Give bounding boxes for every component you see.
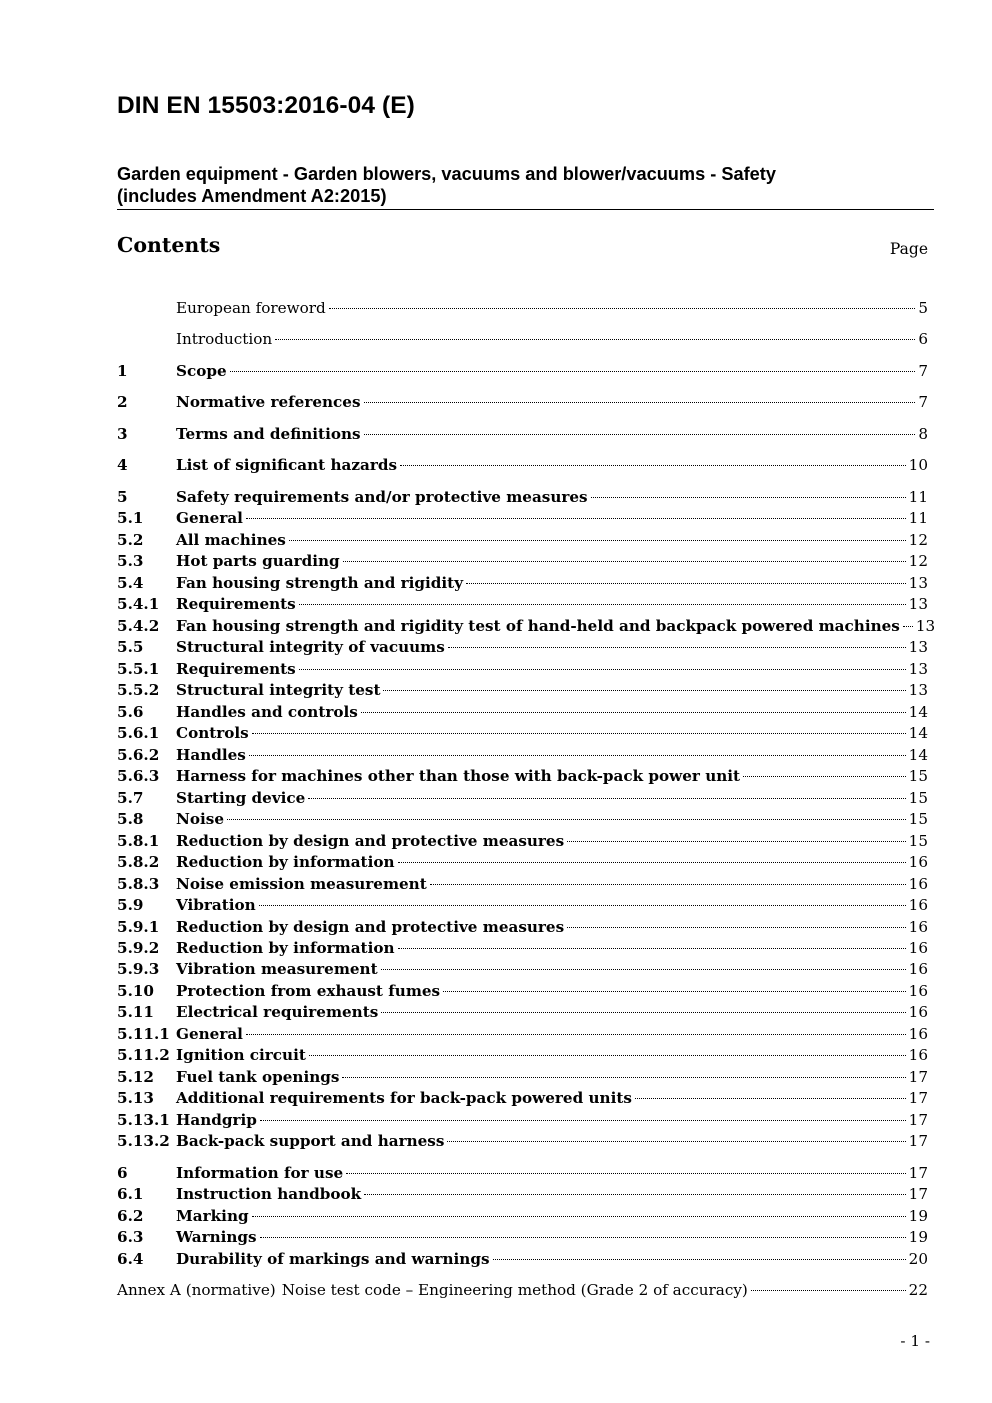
toc-entry-title: Reduction by design and protective measures (176, 918, 565, 936)
toc-dot-leader (246, 1033, 906, 1035)
toc-entry-title: Information for use (176, 1164, 344, 1182)
toc-entry-number: 5.6.1 (117, 724, 160, 742)
toc-entry-title: Electrical requirements (176, 1003, 379, 1021)
toc-entry-number: 2 (117, 393, 128, 411)
toc-entry[interactable] (117, 765, 928, 787)
toc-entry-page: 16 (908, 1025, 928, 1043)
toc-entry-page: 17 (908, 1164, 928, 1182)
toc-entry-title: Instruction handbook (176, 1185, 362, 1203)
toc-entry-title: Ignition circuit (176, 1046, 306, 1064)
toc-dot-leader (635, 1097, 906, 1099)
toc-entry-number: 1 (117, 362, 128, 380)
toc-entry-number: 5.5.1 (117, 660, 160, 678)
toc-dot-leader (252, 1215, 906, 1217)
toc-entry[interactable] (117, 360, 928, 382)
toc-dot-leader (430, 883, 906, 885)
toc-entry-page: 11 (908, 509, 928, 527)
toc-entry[interactable] (117, 958, 928, 980)
toc-dot-leader (346, 1172, 905, 1174)
toc-entry[interactable] (117, 529, 928, 551)
toc-entry-page: 16 (908, 1046, 928, 1064)
toc-entry-number: 6.3 (117, 1228, 144, 1246)
toc-entry[interactable] (117, 615, 936, 637)
toc-dot-leader (259, 904, 906, 906)
toc-entry-page: 13 (915, 617, 936, 635)
toc-entry[interactable] (117, 486, 928, 508)
toc-entry[interactable] (117, 1044, 928, 1066)
toc-entry[interactable] (117, 1226, 928, 1248)
toc-entry-title: Safety requirements and/or protective measures (176, 488, 588, 506)
toc-entry-page: 13 (908, 595, 928, 613)
toc-entry[interactable] (117, 894, 928, 916)
toc-entry-title: European foreword (176, 299, 326, 317)
toc-entry[interactable] (117, 830, 928, 852)
toc-dot-leader (398, 861, 906, 863)
toc-entry-title: Fuel tank openings (176, 1068, 340, 1086)
toc-entry-title: Handgrip (176, 1111, 257, 1129)
toc-dot-leader (447, 1140, 905, 1142)
toc-entry-page: 19 (908, 1228, 928, 1246)
toc-entry-page: 16 (908, 853, 928, 871)
toc-entry-number: 5.6.2 (117, 746, 160, 764)
contents-heading: Contents (117, 233, 221, 257)
toc-entry-number: 5.9 (117, 896, 144, 914)
toc-entry-page: 16 (908, 939, 928, 957)
toc-entry-number: 5.9.2 (117, 939, 160, 957)
toc-dot-leader (309, 1054, 906, 1056)
toc-entry-number: 5.8.2 (117, 853, 160, 871)
toc-entry[interactable] (117, 722, 928, 744)
toc-dot-leader (249, 754, 906, 756)
toc-entry-number: 5.13.1 (117, 1111, 170, 1129)
toc-entry[interactable] (117, 1205, 928, 1227)
toc-entry-title: Vibration (176, 896, 256, 914)
toc-dot-leader (260, 1236, 906, 1238)
toc-entry[interactable] (117, 1066, 928, 1088)
toc-entry-page: 6 (918, 330, 928, 348)
toc-dot-leader (743, 775, 906, 777)
toc-entry-number: 5.11 (117, 1003, 154, 1021)
toc-entry-page: 14 (908, 724, 928, 742)
toc-dot-leader (289, 539, 906, 541)
toc-entry-title: General (176, 1025, 243, 1043)
subtitle-line-2: (includes Amendment A2:2015) (117, 185, 387, 206)
toc-entry[interactable] (117, 593, 928, 615)
toc-entry-title: Fan housing strength and rigidity (176, 574, 464, 592)
toc-dot-leader (308, 797, 905, 799)
toc-dot-leader (227, 818, 906, 820)
toc-entry[interactable] (117, 851, 928, 873)
toc-entry[interactable] (117, 1087, 928, 1109)
toc-dot-leader (591, 496, 906, 498)
toc-entry-title: Introduction (176, 330, 273, 348)
toc-entry-page: 17 (908, 1185, 928, 1203)
toc-dot-leader (364, 433, 916, 435)
toc-entry[interactable] (117, 1023, 928, 1045)
toc-entry-number: 5.4.2 (117, 617, 160, 635)
toc-entry-page: 7 (918, 362, 928, 380)
toc-entry[interactable] (117, 787, 928, 809)
toc-dot-leader (383, 689, 905, 691)
toc-dot-leader (381, 1011, 905, 1013)
toc-dot-leader (299, 668, 906, 670)
toc-entry[interactable] (117, 916, 928, 938)
page-number: - 1 - (900, 1332, 930, 1350)
toc-entry-title: Back-pack support and harness (176, 1132, 445, 1150)
toc-entry-number: 5.9.3 (117, 960, 160, 978)
toc-dot-leader (398, 947, 906, 949)
toc-entry-number: 5.11.1 (117, 1025, 170, 1043)
toc-entry-number: 5.13 (117, 1089, 154, 1107)
toc-entry[interactable] (117, 550, 928, 572)
toc-entry-title: Handles and controls (176, 703, 358, 721)
header-rule (117, 209, 934, 210)
toc-dot-leader (493, 1258, 906, 1260)
toc-dot-leader (361, 711, 906, 713)
toc-entry-title: Fan housing strength and rigidity test of hand-held and backpack powered machines (176, 617, 900, 635)
toc-entry-number: 6.2 (117, 1207, 144, 1225)
toc-entry[interactable] (117, 572, 928, 594)
toc-entry-page: 16 (908, 896, 928, 914)
toc-entry-title: Scope (176, 362, 227, 380)
toc-entry-page: 16 (908, 982, 928, 1000)
toc-entry-title: Structural integrity of vacuums (176, 638, 445, 656)
toc-entry-page: 15 (908, 832, 928, 850)
toc-entry-page: 14 (908, 746, 928, 764)
toc-entry[interactable] (117, 391, 928, 413)
toc-dot-leader (903, 625, 913, 627)
toc-entry-title: Reduction by information (176, 939, 395, 957)
toc-entry-page: 17 (908, 1089, 928, 1107)
toc-entry-page: 17 (908, 1068, 928, 1086)
toc-dot-leader (751, 1289, 906, 1291)
toc-entry-title: Reduction by information (176, 853, 395, 871)
toc-dot-leader (343, 560, 906, 562)
toc-dot-leader (567, 840, 906, 842)
toc-entry-page: 17 (908, 1132, 928, 1150)
toc-entry-number: Annex A (normative) (117, 1281, 276, 1299)
toc-entry-title: Marking (176, 1207, 249, 1225)
toc-dot-leader (381, 968, 906, 970)
toc-entry-number: 5.4 (117, 574, 144, 592)
toc-entry-page: 16 (908, 875, 928, 893)
toc-entry-number: 5.2 (117, 531, 144, 549)
toc-entry-page: 15 (908, 810, 928, 828)
toc-entry-title: List of significant hazards (176, 456, 397, 474)
document-id: DIN EN 15503:2016-04 (E) (117, 92, 415, 119)
toc-entry-page: 12 (908, 552, 928, 570)
toc-entry[interactable] (117, 1001, 928, 1023)
toc-entry-title: Harness for machines other than those with back-pack power unit (176, 767, 741, 785)
toc-entry-number: 5.8.3 (117, 875, 160, 893)
toc-entry[interactable] (117, 1183, 928, 1205)
toc-entry-title: Requirements (176, 660, 296, 678)
toc-entry-page: 13 (908, 638, 928, 656)
toc-entry[interactable] (117, 980, 928, 1002)
toc-entry[interactable] (117, 423, 928, 445)
toc-entry-page: 10 (908, 456, 928, 474)
toc-entry[interactable] (117, 1130, 928, 1152)
toc-entry-number: 3 (117, 425, 128, 443)
toc-entry-page: 11 (908, 488, 928, 506)
toc-dot-leader (448, 646, 906, 648)
toc-entry-page: 12 (908, 531, 928, 549)
toc-entry-title: Noise emission measurement (176, 875, 427, 893)
toc-dot-leader (329, 307, 916, 309)
toc-entry[interactable] (117, 328, 928, 350)
toc-entry-title: Handles (176, 746, 246, 764)
toc-entry-page: 16 (908, 918, 928, 936)
toc-dot-leader (246, 517, 906, 519)
toc-entry-title: Structural integrity test (176, 681, 381, 699)
toc-entry-title: Warnings (176, 1228, 257, 1246)
toc-entry[interactable] (117, 744, 928, 766)
toc-entry-number: 5.11.2 (117, 1046, 170, 1064)
toc-entry-number: 5.3 (117, 552, 144, 570)
toc-entry-title: Noise test code – Engineering method (Grade 2 of accuracy) (281, 1281, 748, 1299)
toc-entry-page: 13 (908, 660, 928, 678)
toc-entry-page: 7 (918, 393, 928, 411)
toc-entry-title: Requirements (176, 595, 296, 613)
toc-entry-title: Starting device (176, 789, 306, 807)
toc-dot-leader (443, 990, 906, 992)
toc-entry-title: Additional requirements for back-pack powered units (176, 1089, 632, 1107)
toc-entry-page: 16 (908, 1003, 928, 1021)
toc-dot-leader (364, 401, 916, 403)
toc-entry-title: All machines (176, 531, 286, 549)
toc-dot-leader (299, 603, 906, 605)
toc-entry-page: 5 (918, 299, 928, 317)
toc-entry[interactable] (117, 1279, 928, 1301)
toc-entry-number: 5.6 (117, 703, 144, 721)
toc-entry-page: 22 (908, 1281, 928, 1299)
toc-entry-page: 14 (908, 703, 928, 721)
toc-entry-page: 17 (908, 1111, 928, 1129)
toc-entry-number: 6 (117, 1164, 128, 1182)
toc-entry-page: 19 (908, 1207, 928, 1225)
toc-dot-leader (275, 338, 915, 340)
toc-entry[interactable] (117, 454, 928, 476)
toc-entry[interactable] (117, 873, 928, 895)
toc-dot-leader (252, 732, 906, 734)
subtitle-line-1: Garden equipment - Garden blowers, vacuums and blower/vacuums - Safety (117, 164, 776, 184)
toc-entry-title: Reduction by design and protective measures (176, 832, 565, 850)
toc-dot-leader (364, 1193, 905, 1195)
toc-entry-title: General (176, 509, 243, 527)
page-column-label: Page (889, 240, 928, 258)
toc-entry-number: 6.1 (117, 1185, 144, 1203)
toc-entry-page: 8 (918, 425, 928, 443)
toc-entry-number: 5.4.1 (117, 595, 160, 613)
toc-entry-number: 5.13.2 (117, 1132, 170, 1150)
toc-entry[interactable] (117, 701, 928, 723)
toc-entry-page: 15 (908, 789, 928, 807)
toc-entry[interactable] (117, 1248, 928, 1270)
toc-entry[interactable] (117, 1109, 928, 1131)
toc-entry-page: 15 (908, 767, 928, 785)
toc-entry[interactable] (117, 679, 928, 701)
toc-entry-number: 5.12 (117, 1068, 154, 1086)
toc-entry-number: 5.7 (117, 789, 144, 807)
toc-entry-title: Terms and definitions (176, 425, 361, 443)
toc-entry-page: 13 (908, 574, 928, 592)
toc-entry-number: 5 (117, 488, 128, 506)
toc-entry[interactable] (117, 808, 928, 830)
toc-entry-title: Durability of markings and warnings (176, 1250, 490, 1268)
toc-entry[interactable] (117, 507, 928, 529)
toc-entry-number: 5.8 (117, 810, 144, 828)
document-subtitle (117, 164, 934, 207)
toc-entry-number: 5.8.1 (117, 832, 160, 850)
toc-entry-title: Controls (176, 724, 249, 742)
toc-entry[interactable] (117, 297, 928, 319)
toc-entry[interactable] (117, 658, 928, 680)
toc-entry-title: Protection from exhaust fumes (176, 982, 441, 1000)
toc-entry-title: Vibration measurement (176, 960, 378, 978)
toc-entry-number: 5.1 (117, 509, 144, 527)
toc-entry-page: 20 (908, 1250, 928, 1268)
toc-dot-leader (400, 464, 906, 466)
toc-entry-number: 5.5.2 (117, 681, 160, 699)
toc-dot-leader (567, 926, 906, 928)
toc-entry-title: Noise (176, 810, 224, 828)
toc-dot-leader (466, 582, 906, 584)
toc-dot-leader (260, 1119, 906, 1121)
toc-entry[interactable] (117, 636, 928, 658)
toc-entry-page: 16 (908, 960, 928, 978)
toc-entry[interactable] (117, 937, 928, 959)
toc-entry-number: 5.10 (117, 982, 154, 1000)
toc-entry-number: 6.4 (117, 1250, 144, 1268)
toc-entry-title: Normative references (176, 393, 361, 411)
toc-entry-number: 4 (117, 456, 128, 474)
toc-entry-number: 5.6.3 (117, 767, 160, 785)
toc-entry-number: 5.9.1 (117, 918, 160, 936)
toc-entry-page: 13 (908, 681, 928, 699)
toc-dot-leader (342, 1076, 905, 1078)
toc-entry[interactable] (117, 1162, 928, 1184)
toc-dot-leader (230, 370, 916, 372)
toc-entry-number: 5.5 (117, 638, 144, 656)
toc-entry-title: Hot parts guarding (176, 552, 340, 570)
